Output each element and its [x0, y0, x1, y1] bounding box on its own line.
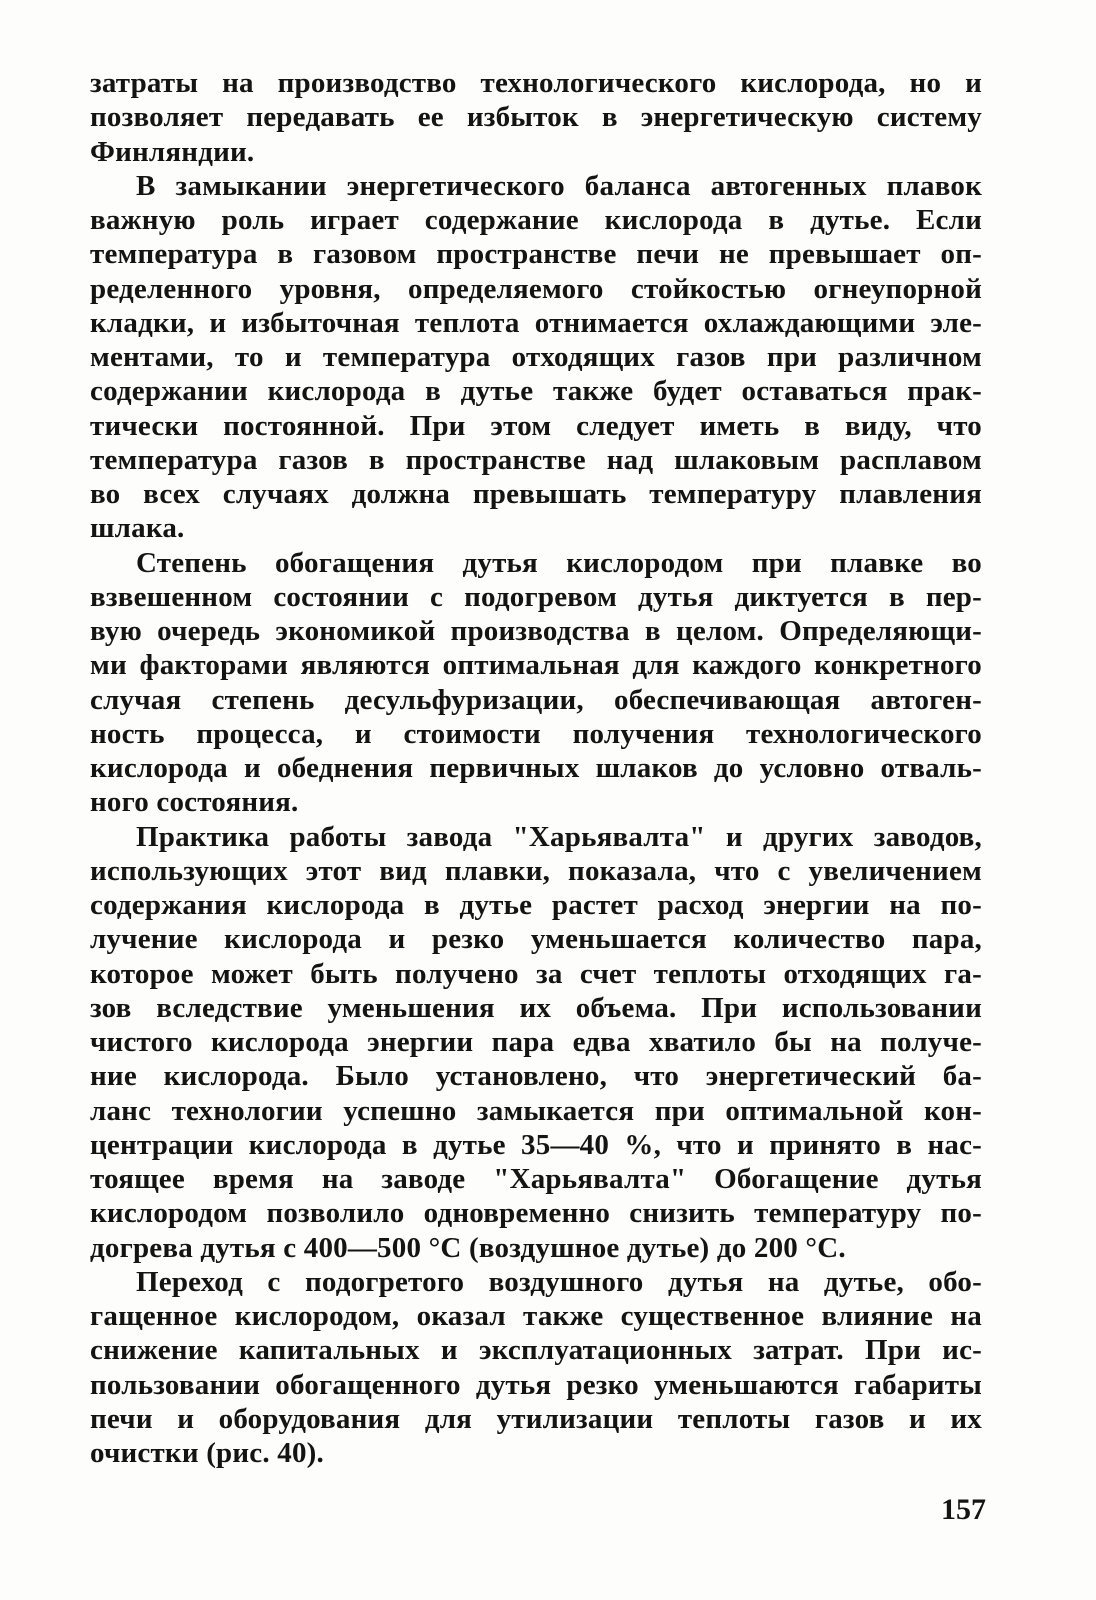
text-line: содержания кислорода в дутье растет расход энергии на по-: [90, 889, 982, 921]
text-line: Переход с подогретого воздушного дутья на дутье, обо-: [136, 1265, 982, 1298]
text-line: вую очередь экономикой производства в целом. Определяющи-: [90, 615, 982, 647]
text-line: содержании кислорода в дутье также будет оставаться прак-: [90, 375, 982, 408]
text-line: случая степень десульфуризации, обеспечивающая автоген-: [90, 683, 982, 716]
text-line: лучение кислорода и резко уменьшается количество пара,: [90, 923, 982, 956]
text-line: ределенного уровня, определяемого стойкостью огнеупорной: [90, 272, 982, 305]
text-line: тоящее время на заводе "Харьявалта" Обогащение дутья: [90, 1163, 982, 1195]
text-line: во всех случаях должна превышать температуру плавления: [90, 478, 982, 510]
text-line: пользовании обогащенного дутья резко уменьшаются габариты: [90, 1368, 982, 1401]
page-number: 157: [941, 1493, 986, 1526]
text-line: снижение капитальных и эксплуатационных затрат. При ис-: [90, 1334, 982, 1367]
text-line: ментами, то и температура отходящих газов при различном: [90, 341, 982, 373]
text-line: позволяет передавать ее избыток в энергетическую систему: [90, 101, 982, 134]
text-line: взвешенном состоянии с подогревом дутья диктуется в пер-: [90, 580, 982, 613]
text-line: которое может быть получено за счет теплоты отходящих га-: [90, 957, 982, 990]
text-line: догрева дутья с 400—500 °С (воздушное дутье) до 200 °С.: [90, 1231, 846, 1264]
text-line: ние кислорода. Было установлено, что энергетический ба-: [90, 1060, 982, 1093]
text-line: тически постоянной. При этом следует иметь в виду, что: [90, 409, 982, 442]
text-line: очистки (рис. 40).: [90, 1437, 324, 1469]
text-line: температура газов в пространстве над шлаковым расплавом: [90, 443, 982, 476]
text-line: центрации кислорода в дутье 35—40 %, что и принято в нас-: [90, 1128, 982, 1161]
text-line: кислорода и обеднения первичных шлаков до условно отваль-: [90, 752, 982, 784]
text-line: ми факторами являются оптимальная для каждого конкретного: [90, 649, 982, 682]
text-line: шлака.: [90, 512, 185, 545]
text-line: Степень обогащения дутья кислородом при плавке во: [136, 546, 982, 579]
text-line: важную роль играет содержание кислорода в дутье. Если: [90, 204, 982, 236]
text-line: Практика работы завода "Харьявалта" и других заводов,: [136, 820, 982, 853]
text-line: чистого кислорода энергии пара едва хватило бы на получе-: [90, 1026, 982, 1058]
text-line: В замыкании энергетического баланса автогенных плавок: [136, 169, 982, 202]
text-line: кладки, и избыточная теплота отнимается охлаждающими эле-: [90, 306, 982, 339]
text-line: печи и оборудования для утилизации теплоты газов и их: [90, 1402, 982, 1435]
text-line: зов вследствие уменьшения их объема. При использовании: [90, 991, 982, 1024]
text-line: температура в газовом пространстве печи не превышает оп-: [90, 238, 982, 271]
text-line: Финляндии.: [90, 135, 255, 168]
text-line: кислородом позволило одновременно снизить температуру по-: [90, 1197, 982, 1230]
text-line: затраты на производство технологического кислорода, но и: [90, 67, 982, 99]
text-line: ность процесса, и стоимости получения технологического: [90, 717, 982, 750]
text-line: ланс технологии успешно замыкается при оптимальной кон-: [90, 1094, 982, 1127]
text-line: ного состояния.: [90, 786, 299, 819]
text-line: гащенное кислородом, оказал также существенное влияние на: [90, 1300, 982, 1332]
text-line: использующих этот вид плавки, показала, что с увеличением: [90, 854, 982, 887]
